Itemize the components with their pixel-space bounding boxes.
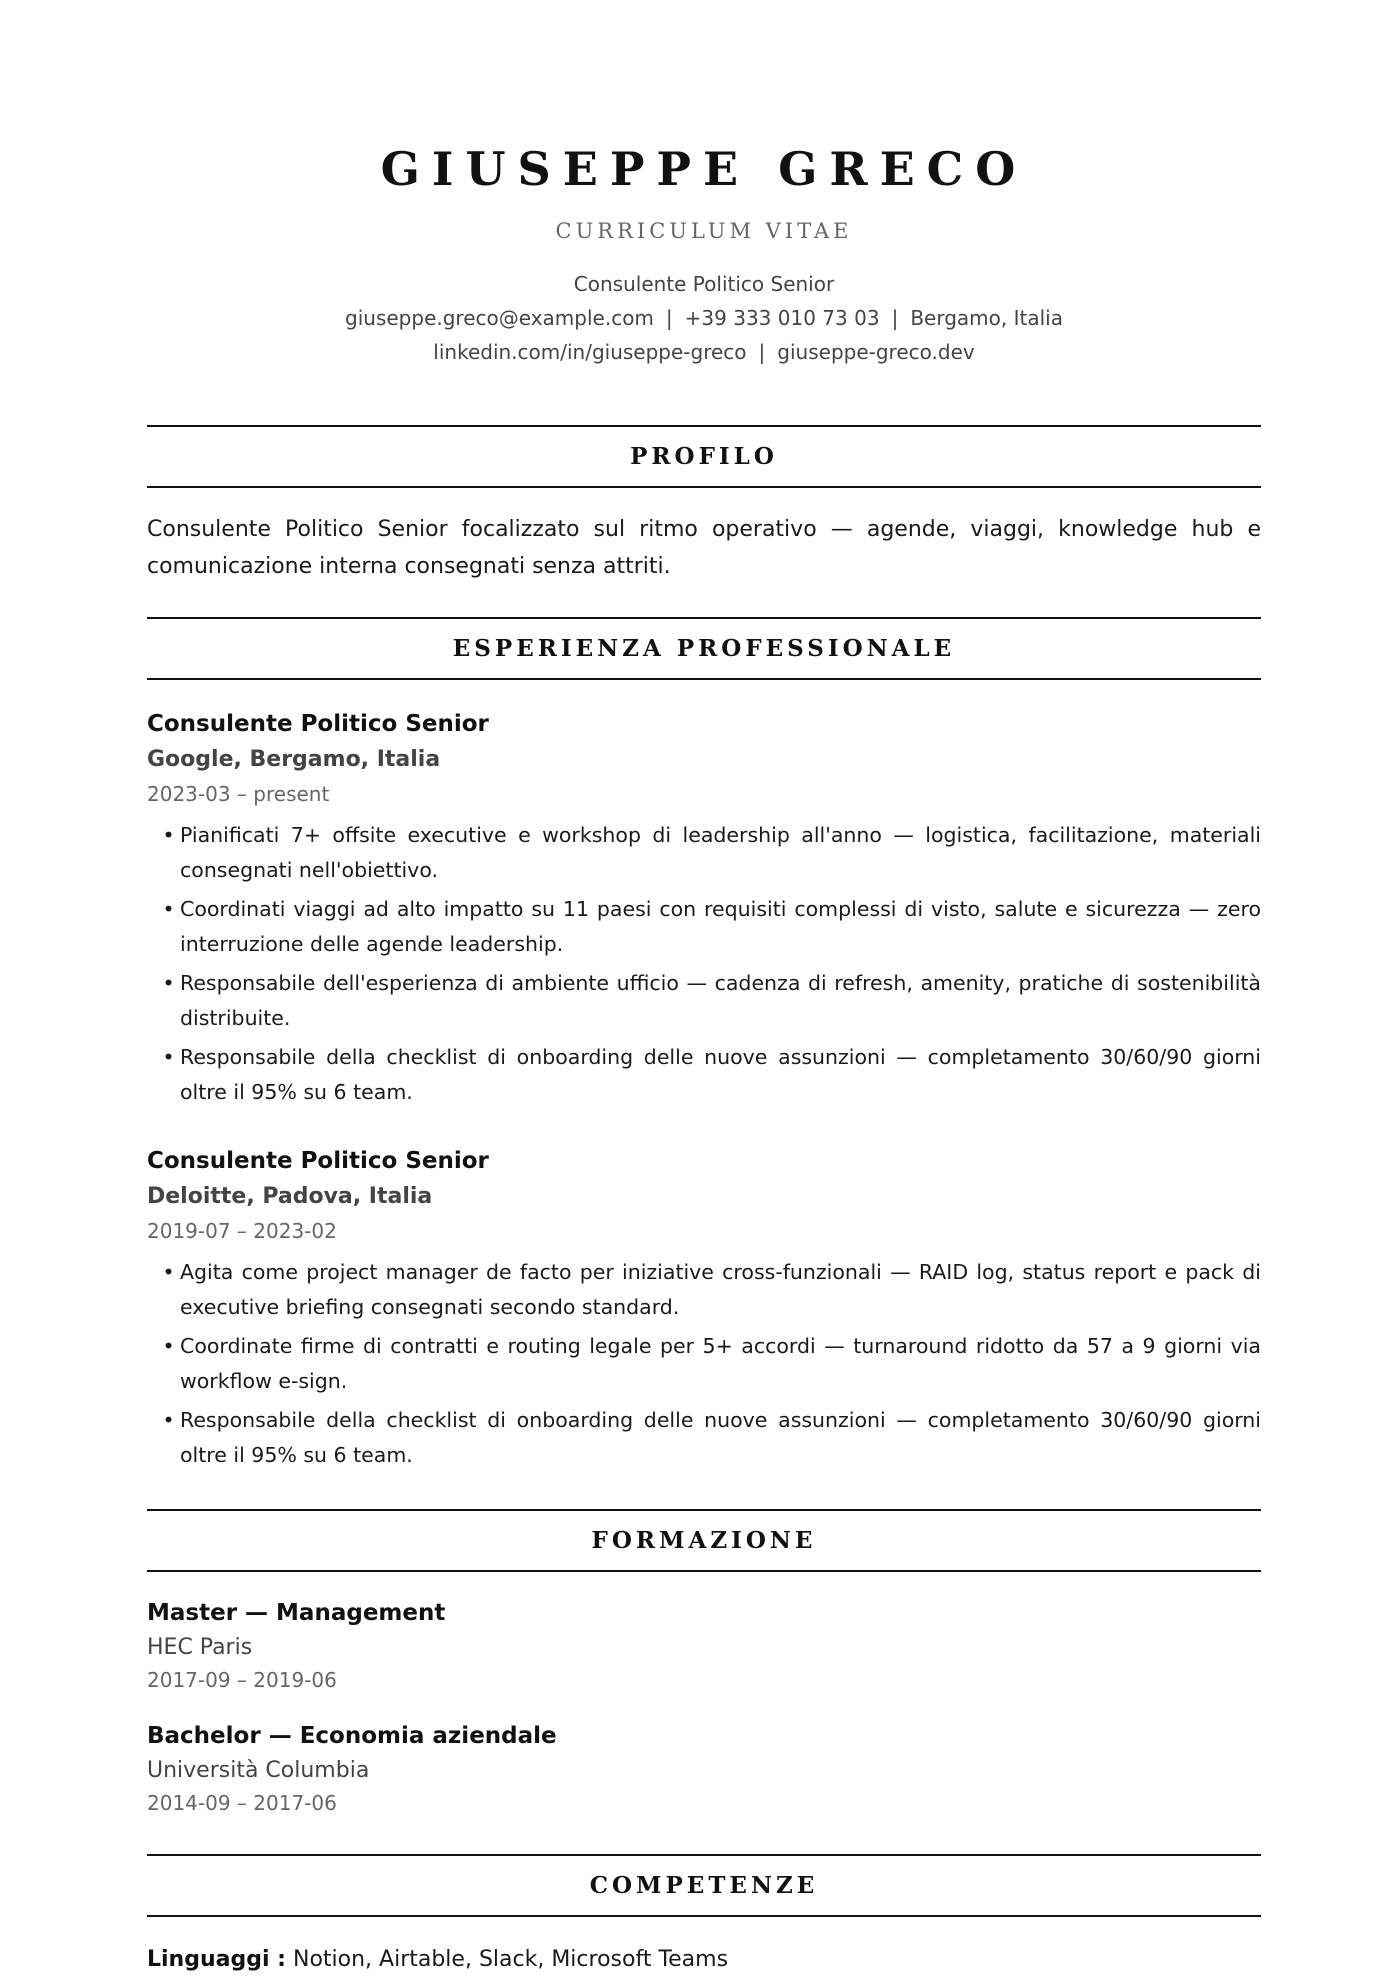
job-company: Deloitte, Padova, Italia <box>147 1184 433 1209</box>
education-degree: Bachelor — Economia aziendale <box>147 1723 557 1749</box>
bullet-icon: • <box>162 1260 175 1284</box>
contact-linkedin[interactable]: linkedin.com/in/giuseppe-greco <box>433 340 747 364</box>
bullet-icon: • <box>162 1045 175 1069</box>
education-school: HEC Paris <box>147 1635 253 1660</box>
bullet-icon: • <box>162 1408 175 1432</box>
job-title: Consulente Politico Senior <box>147 1148 489 1174</box>
separator: | <box>665 306 673 330</box>
bullet-icon: • <box>162 823 175 847</box>
contact-phone[interactable]: +39 333 010 73 03 <box>684 306 880 330</box>
skills-line <box>147 1943 1261 1977</box>
contact-website[interactable]: giuseppe-greco.dev <box>777 340 975 364</box>
section-heading-formazione: FORMAZIONE <box>147 1509 1261 1572</box>
education-school: Università Columbia <box>147 1758 370 1783</box>
header-role: Consulente Politico Senior <box>573 272 835 296</box>
profile-summary: Consulente Politico Senior focalizzato sul ritmo operativo — agende, viaggi, knowledge hub e comunicazione interna consegnati senza attriti. <box>147 517 1261 579</box>
job-bullets <box>147 1255 1261 1473</box>
education-entry <box>147 1595 1261 1695</box>
job-bullet: • Responsabile della checklist di onboarding delle nuove assunzioni — completamento 30/60/90 giorni oltre il 95% su 6 team. <box>147 1403 1261 1473</box>
job-bullet: • Pianificati 7+ offsite executive e workshop di leadership all'anno — logistica, facilitazione, materiali consegnati nell'obiettivo. <box>147 818 1261 888</box>
section-heading-profilo: PROFILO <box>147 425 1261 488</box>
job-bullet: • Coordinati viaggi ad alto impatto su 11 paesi con requisiti complessi di visto, salute e sicurezza — zero interruzione delle agende leadership. <box>147 892 1261 962</box>
bullet-icon: • <box>162 971 175 995</box>
education-degree: Master — Management <box>147 1600 446 1626</box>
education-entry <box>147 1718 1261 1818</box>
contact-line-links <box>147 337 1261 367</box>
job-bullet: • Coordinate firme di contratti e routing legale per 5+ accordi — turnaround ridotto da 57 a 9 giorni via workflow e-sign. <box>147 1329 1261 1399</box>
separator: | <box>758 340 766 364</box>
section-heading-esperienza: ESPERIENZA PROFESSIONALE <box>147 617 1261 680</box>
contact-email[interactable]: giuseppe.greco@example.com <box>345 306 654 330</box>
document-subtitle: CURRICULUM VITAE <box>555 219 853 243</box>
skills-value: Notion, Airtable, Slack, Microsoft Teams <box>292 1947 729 1972</box>
job-company: Google, Bergamo, Italia <box>147 747 441 772</box>
job-bullet: • Responsabile dell'esperienza di ambiente ufficio — cadenza di refresh, amenity, pratiche di sostenibilità distribuite. <box>147 966 1261 1036</box>
job-bullet: • Agita come project manager de facto per iniziative cross-funzionali — RAID log, status report e pack di executive briefing consegnati secondo standard. <box>147 1255 1261 1325</box>
experience-entry <box>147 1143 1261 1477</box>
job-dates: 2023-03 – present <box>147 782 330 806</box>
separator: | <box>891 306 899 330</box>
bullet-icon: • <box>162 897 175 921</box>
education-dates: 2017-09 – 2019-06 <box>147 1668 337 1692</box>
contact-location: Bergamo, Italia <box>910 306 1063 330</box>
candidate-name: GIUSEPPE GRECO <box>380 142 1028 196</box>
section-heading-competenze: COMPETENZE <box>147 1854 1261 1917</box>
contact-line-primary <box>147 303 1261 333</box>
bullet-icon: • <box>162 1334 175 1358</box>
job-dates: 2019-07 – 2023-02 <box>147 1219 337 1243</box>
job-bullet: • Responsabile della checklist di onboarding delle nuove assunzioni — completamento 30/60/90 giorni oltre il 95% su 6 team. <box>147 1040 1261 1110</box>
skills-label: Linguaggi : <box>147 1947 286 1972</box>
education-dates: 2014-09 – 2017-06 <box>147 1791 337 1815</box>
experience-entry <box>147 706 1261 1114</box>
job-bullets <box>147 818 1261 1110</box>
job-title: Consulente Politico Senior <box>147 711 489 737</box>
